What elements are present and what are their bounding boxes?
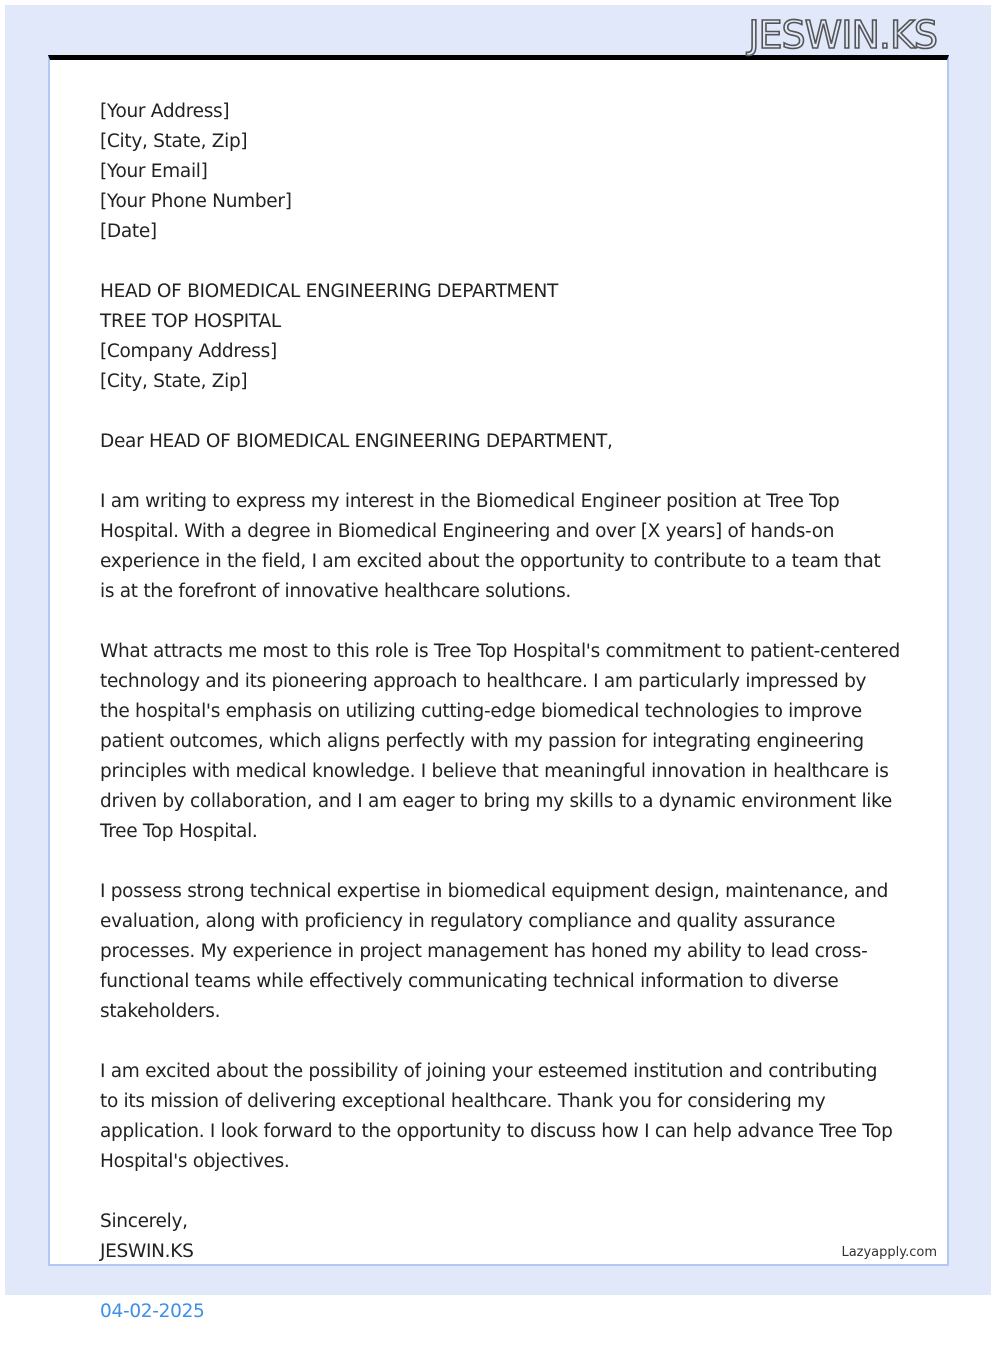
- recipient-title: HEAD OF BIOMEDICAL ENGINEERING DEPARTMENT: [100, 281, 559, 302]
- recipient-city: [City, State, Zip]: [100, 371, 248, 392]
- closing-block: [100, 1207, 900, 1327]
- recipient-address: [Company Address]: [100, 341, 277, 362]
- letter-date: 04-02-2025: [100, 1301, 205, 1322]
- recipient-block: [100, 277, 900, 397]
- sender-date: [Date]: [100, 221, 157, 242]
- closing: Sincerely,: [100, 1211, 188, 1232]
- paragraph-4: I am excited about the possibility of joining your esteemed institution and contributing to its mission of delivering exceptional healthcare. Thank you for considering my application. I look forward to the opportunity to discuss how I can help advance Tree Top Hospital's objectives.: [100, 1061, 893, 1172]
- signature: JESWIN.KS: [100, 1241, 194, 1262]
- header-name: JESWIN.KS: [748, 13, 937, 57]
- recipient-company: TREE TOP HOSPITAL: [100, 311, 281, 332]
- brand-watermark: Lazyapply.com: [841, 1245, 937, 1260]
- paragraph-2: What attracts me most to this role is Tree Top Hospital's commitment to patient-centered technology and its pioneering approach to healthcare. I am particularly impressed by the hospital's emphasis on utilizing cutting-edge biomedical technologies to improve patient outcomes, which aligns perfectly with my passion for integrating engineering principles with medical knowledge. I believe that meaningful innovation in healthcare is driven by collaboration, and I am eager to bring my skills to a dynamic environment like Tree Top Hospital.: [100, 641, 900, 842]
- sender-address: [Your Address]: [100, 101, 230, 122]
- letter-body: [100, 97, 900, 1357]
- sender-block: [100, 97, 900, 247]
- paragraph-1: I am writing to express my interest in the Biomedical Engineer position at Tree Top Hospital. With a degree in Biomedical Engineering and over [X years] of hands-on experience in the field, I am excited about the opportunity to contribute to a team that is at the forefront of innovative healthcare solutions.: [100, 491, 881, 602]
- sender-email: [Your Email]: [100, 161, 208, 182]
- paragraph-3: I possess strong technical expertise in biomedical equipment design, maintenance, and evaluation, along with proficiency in regulatory compliance and quality assurance processes. My experience in project management has honed my ability to lead cross-functional teams while effectively communicating technical information to diverse stakeholders.: [100, 881, 889, 1022]
- sender-city: [City, State, Zip]: [100, 131, 248, 152]
- salutation: Dear HEAD OF BIOMEDICAL ENGINEERING DEPARTMENT,: [100, 431, 613, 452]
- sender-phone: [Your Phone Number]: [100, 191, 292, 212]
